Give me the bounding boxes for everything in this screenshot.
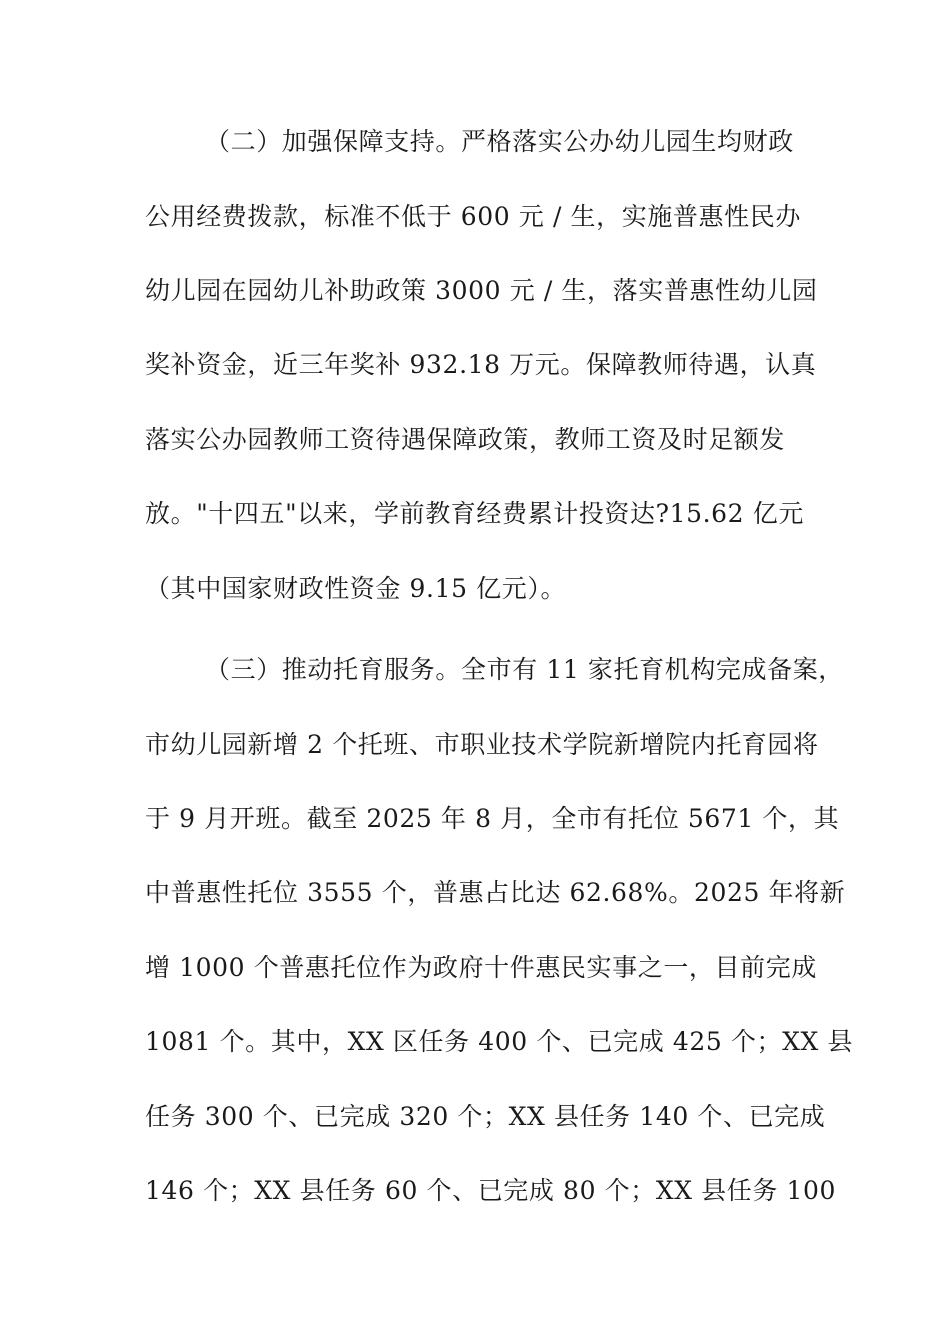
text-line: （其中国家财政性资金 9.15 亿元）。 bbox=[145, 574, 567, 603]
text-line: 146 个；XX 县任务 60 个、已完成 80 个；XX 县任务 100 bbox=[145, 1176, 837, 1205]
text-line: 放。"十四五"以来，学前教育经费累计投资达?15.62 亿元 bbox=[145, 499, 804, 528]
text-line: 奖补资金，近三年奖补 932.18 万元。保障教师待遇，认真 bbox=[145, 350, 817, 379]
text-line: 1081 个。其中，XX 区任务 400 个、已完成 425 个；XX 县 bbox=[145, 1027, 854, 1056]
text-line: 于 9 月开班。截至 2025 年 8 月，全市有托位 5671 个，其 bbox=[145, 804, 840, 833]
text-line: 任务 300 个、已完成 320 个；XX 县任务 140 个、已完成 bbox=[145, 1102, 826, 1131]
text-line: 落实公办园教师工资待遇保障政策，教师工资及时足额发 bbox=[145, 425, 786, 454]
text-line: （二）加强保障支持。严格落实公办幼儿园生均财政 bbox=[205, 127, 794, 156]
text-line: 幼儿园在园幼儿补助政策 3000 元 / 生，落实普惠性幼儿园 bbox=[145, 276, 818, 305]
text-line: 增 1000 个普惠托位作为政府十件惠民实事之一，目前完成 bbox=[145, 953, 817, 982]
text-line: 中普惠性托位 3555 个，普惠占比达 62.68%。2025 年将新 bbox=[145, 878, 846, 907]
text-line: （三）推动托育服务。全市有 11 家托育机构完成备案， bbox=[205, 655, 844, 684]
text-line: 公用经费拨款，标准不低于 600 元 / 生，实施普惠性民办 bbox=[145, 202, 801, 231]
text-line: 市幼儿园新增 2 个托班、市职业技术学院新增院内托育园将 bbox=[145, 730, 819, 759]
